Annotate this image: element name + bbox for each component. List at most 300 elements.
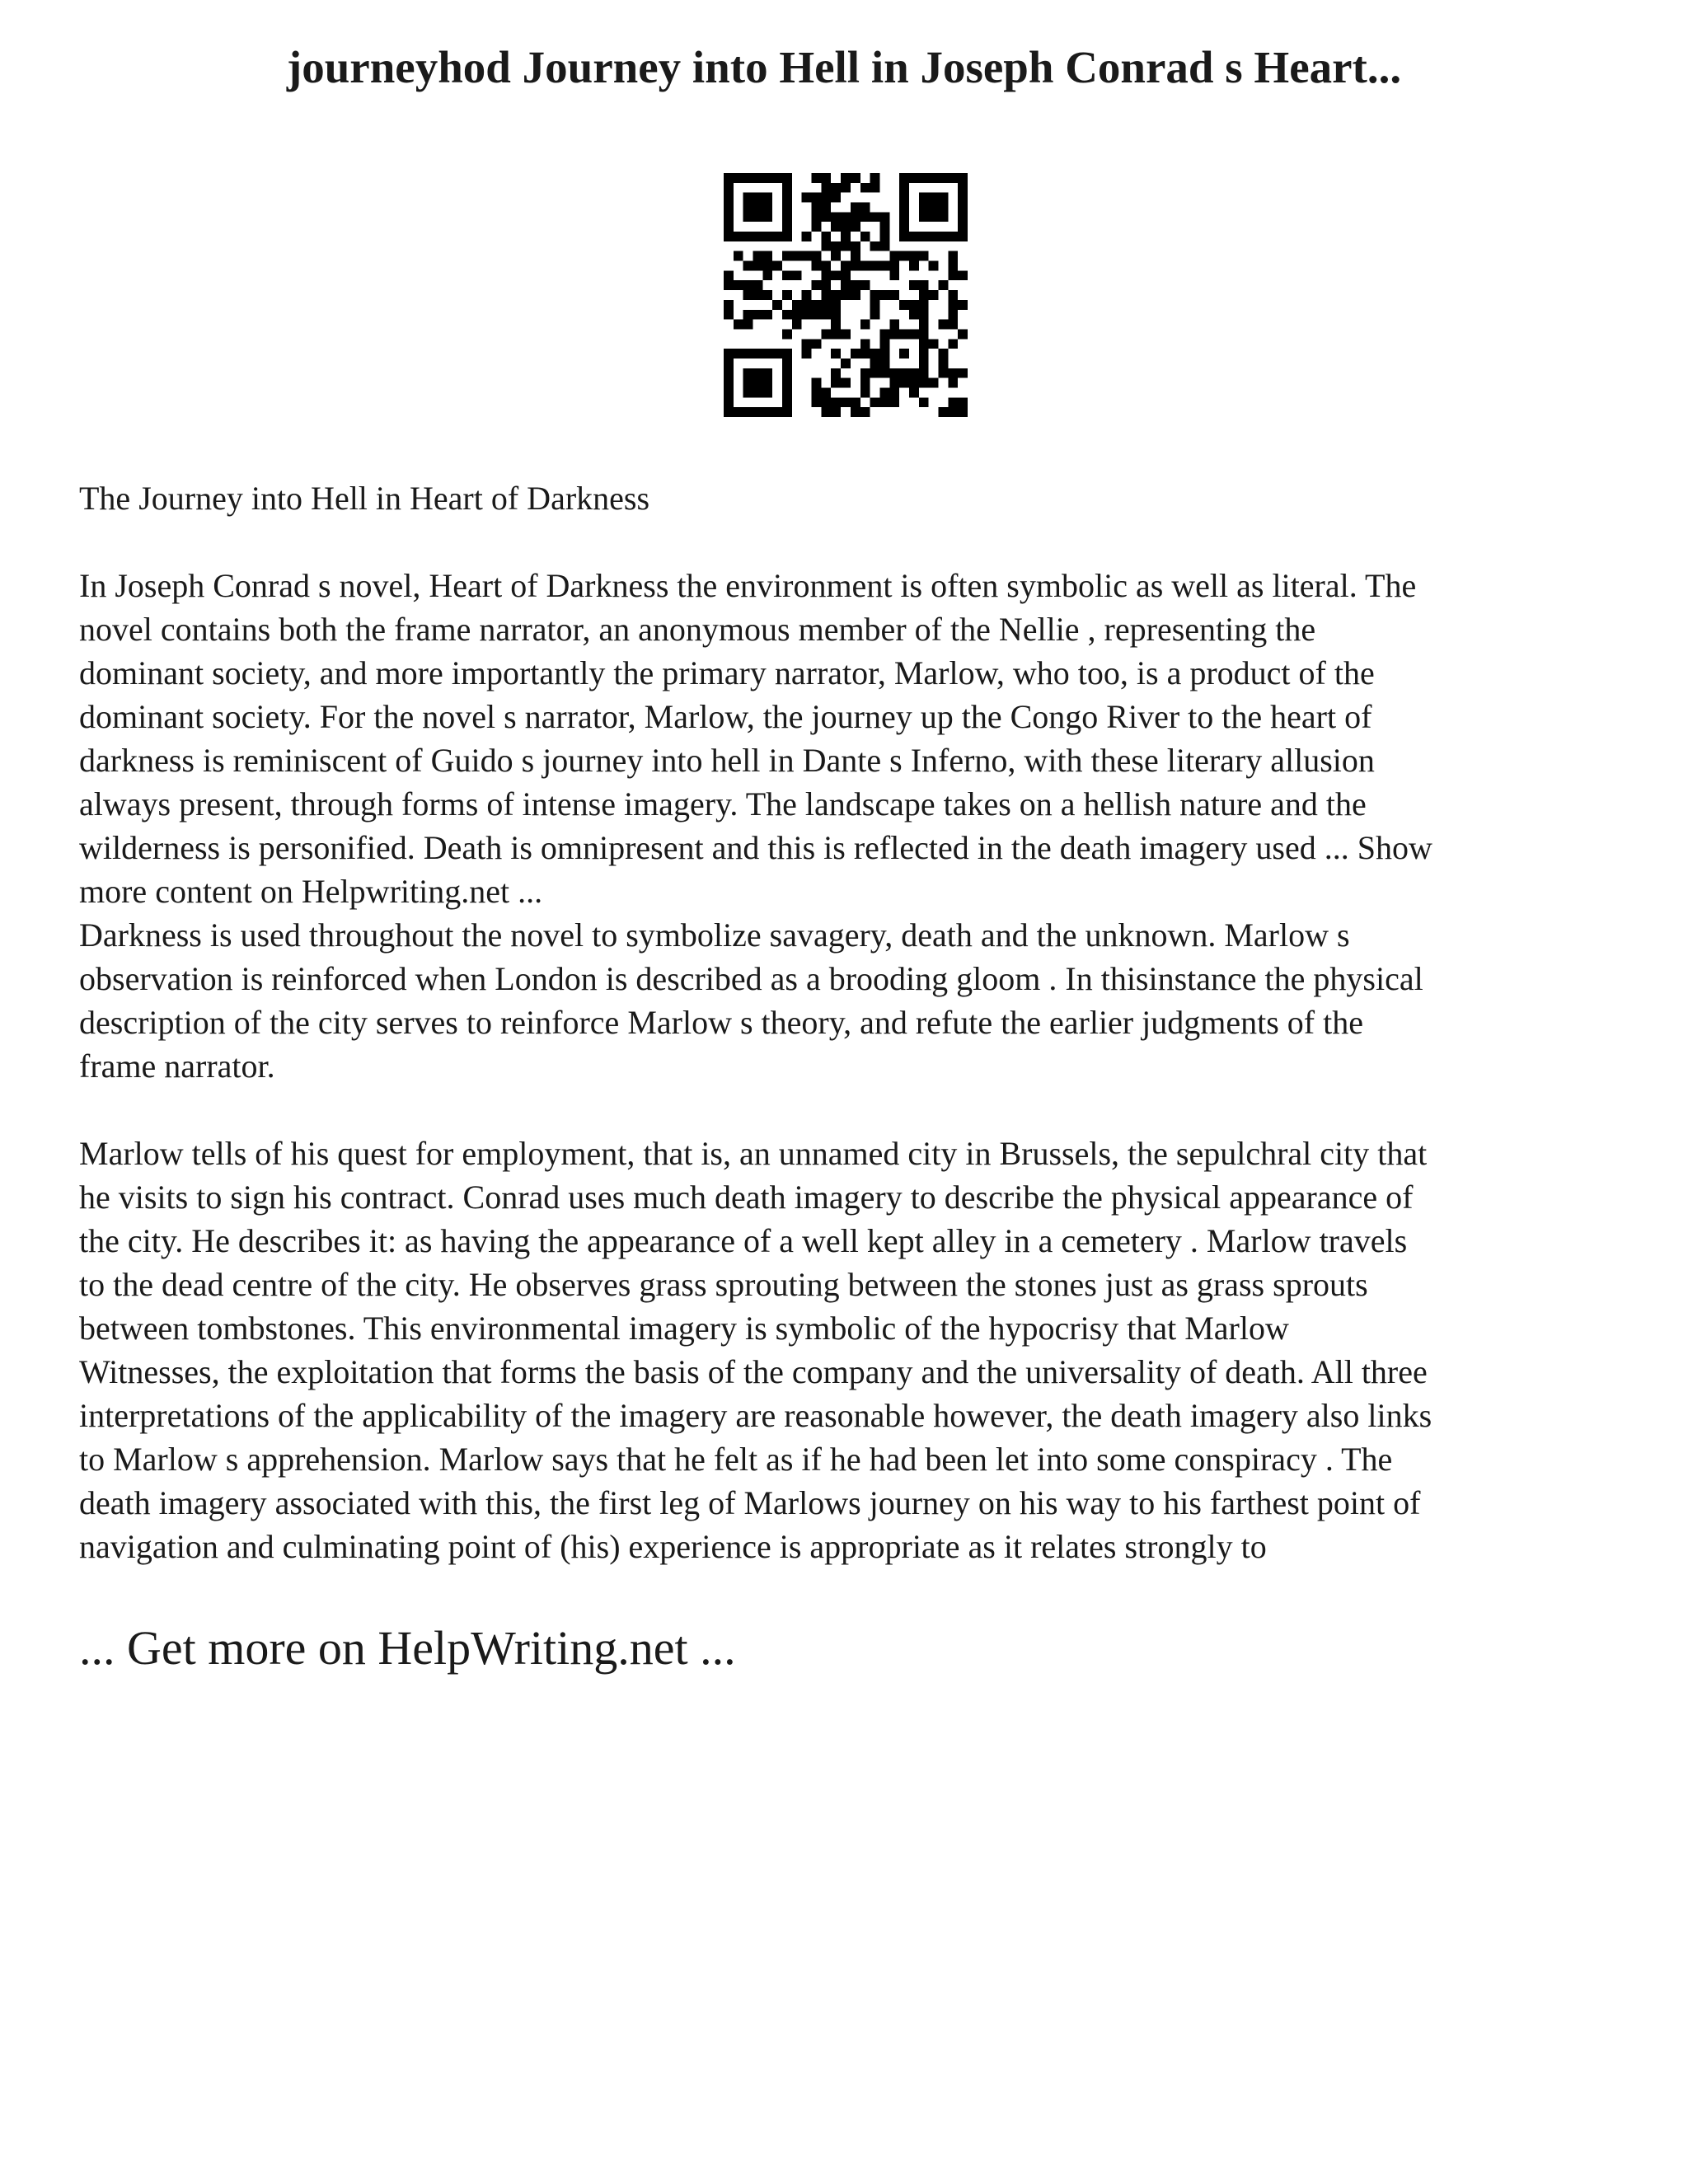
qr-module [724, 397, 734, 407]
qr-module [724, 193, 734, 203]
qr-module [841, 183, 851, 193]
qr-module [899, 300, 909, 310]
qr-module [782, 232, 792, 241]
qr-module [841, 270, 851, 280]
qr-module [812, 339, 822, 349]
qr-module [889, 290, 899, 300]
qr-module [919, 300, 929, 310]
qr-module [860, 407, 870, 417]
qr-module [919, 173, 929, 183]
qr-module [821, 407, 831, 417]
qr-module [802, 339, 812, 349]
qr-module [841, 359, 851, 368]
qr-module [899, 193, 909, 203]
qr-module [812, 387, 822, 397]
qr-module [821, 241, 831, 251]
qr-module [743, 261, 753, 271]
text-line: darkness is reminiscent of Guido s journey into hell in Dante s Inferno, with these literary allusion [79, 742, 1375, 779]
qr-module [919, 339, 929, 349]
qr-module [958, 212, 968, 222]
qr-module [851, 241, 860, 251]
qr-module [772, 232, 782, 241]
qr-module [762, 193, 772, 203]
qr-module [929, 193, 939, 203]
qr-module [870, 300, 880, 310]
qr-module [812, 261, 822, 271]
qr-module [860, 203, 870, 213]
qr-module [899, 378, 909, 388]
qr-module [909, 261, 919, 271]
qr-module [753, 349, 763, 359]
qr-module [821, 261, 831, 271]
qr-module [948, 232, 958, 241]
qr-module [879, 368, 889, 378]
qr-module [841, 280, 851, 290]
qr-module [899, 349, 909, 359]
qr-module [851, 280, 860, 290]
qr-module [899, 183, 909, 193]
qr-module [772, 261, 782, 271]
qr-module [743, 349, 753, 359]
qr-module [860, 212, 870, 222]
qr-module [899, 329, 909, 339]
qr-module [762, 251, 772, 261]
qr-module [919, 203, 929, 213]
document-body [79, 476, 1629, 1568]
qr-module [762, 232, 772, 241]
qr-module [762, 212, 772, 222]
qr-module [753, 251, 763, 261]
qr-module [851, 251, 860, 261]
qr-module [841, 173, 851, 183]
qr-module [743, 368, 753, 378]
qr-module [929, 378, 939, 388]
qr-module [909, 251, 919, 261]
qr-module [958, 232, 968, 241]
qr-module [958, 203, 968, 213]
qr-module [831, 378, 841, 388]
qr-module [851, 349, 860, 359]
qr-module [958, 407, 968, 417]
qr-module [812, 378, 822, 388]
qr-module [831, 183, 841, 193]
qr-module [753, 193, 763, 203]
qr-module [831, 300, 841, 310]
qr-module [899, 173, 909, 183]
qr-module [821, 183, 831, 193]
qr-module [919, 349, 929, 359]
qr-module [899, 251, 909, 261]
qr-module [724, 310, 734, 320]
qr-module [889, 397, 899, 407]
text-line: more content on Helpwriting.net ... [79, 873, 543, 910]
text-line: observation is reinforced when London is described as a brooding gloom . In thisinstance the physical [79, 960, 1423, 997]
qr-module [909, 387, 919, 397]
qr-module [860, 261, 870, 271]
qr-module [870, 261, 880, 271]
qr-module [879, 241, 889, 251]
qr-module [821, 173, 831, 183]
qr-module [743, 320, 753, 330]
text-line: wilderness is personified. Death is omnipresent and this is reflected in the death imagery used ... Show [79, 829, 1432, 866]
qr-module [782, 378, 792, 388]
qr-module [879, 387, 889, 397]
qr-module [879, 222, 889, 232]
qr-module [812, 193, 822, 203]
qr-module [889, 378, 899, 388]
qr-module [958, 173, 968, 183]
qr-module [802, 193, 812, 203]
paragraph-1 [79, 564, 1629, 913]
qr-module [841, 222, 851, 232]
qr-module [734, 251, 743, 261]
qr-module [812, 222, 822, 232]
qr-module [753, 290, 763, 300]
qr-module [724, 203, 734, 213]
text-line: Witnesses, the exploitation that forms the basis of the company and the universality of death. All three [79, 1353, 1428, 1390]
qr-module [802, 232, 812, 241]
qr-module [948, 339, 958, 349]
qr-module [948, 300, 958, 310]
qr-module [958, 193, 968, 203]
qr-module [860, 368, 870, 378]
qr-module [724, 387, 734, 397]
qr-module [743, 310, 753, 320]
qr-module [851, 261, 860, 271]
qr-module [870, 212, 880, 222]
qr-module [782, 212, 792, 222]
text-line: description of the city serves to reinforce Marlow s theory, and refute the earlier judgments of the [79, 1004, 1363, 1041]
qr-module [909, 232, 919, 241]
get-more-link[interactable]: ... Get more on HelpWriting.net ... [79, 1621, 736, 1675]
qr-module [919, 378, 929, 388]
qr-module [724, 183, 734, 193]
qr-module [851, 397, 860, 407]
qr-module [938, 349, 948, 359]
text-line: to Marlow s apprehension. Marlow says that he felt as if he had been let into some conspiracy . The [79, 1441, 1393, 1478]
text-line: frame narrator. [79, 1047, 275, 1085]
text-line: always present, through forms of intense imagery. The landscape takes on a hellish nature and the [79, 785, 1367, 823]
qr-module [821, 397, 831, 407]
qr-module [938, 359, 948, 368]
qr-module [948, 270, 958, 280]
qr-module [909, 280, 919, 290]
document-title: journeyhod Journey into Hell in Joseph Conrad s Heart... [286, 42, 1402, 92]
qr-module [870, 183, 880, 193]
qr-module [860, 280, 870, 290]
qr-module [831, 310, 841, 320]
qr-module [899, 203, 909, 213]
qr-module [899, 232, 909, 241]
qr-module [851, 212, 860, 222]
qr-module [724, 378, 734, 388]
qr-module [782, 387, 792, 397]
qr-module [879, 290, 889, 300]
qr-module [743, 203, 753, 213]
qr-module [948, 173, 958, 183]
qr-module [948, 310, 958, 320]
qr-module [948, 320, 958, 330]
qr-module [831, 349, 841, 359]
qr-module [734, 280, 743, 290]
qr-module [851, 173, 860, 183]
qr-module [889, 329, 899, 339]
qr-module [909, 310, 919, 320]
qr-module [753, 212, 763, 222]
qr-module [724, 280, 734, 290]
qr-module [919, 290, 929, 300]
qr-module [743, 407, 753, 417]
qr-module [879, 349, 889, 359]
qr-module [831, 222, 841, 232]
qr-module [831, 270, 841, 280]
qr-module [889, 270, 899, 280]
qr-module [909, 300, 919, 310]
qr-module [724, 232, 734, 241]
qr-module [782, 368, 792, 378]
qr-module [909, 378, 919, 388]
qr-module [841, 261, 851, 271]
text-line: Darkness is used throughout the novel to symbolize savagery, death and the unknown. Marlow s [79, 916, 1350, 954]
qr-module [762, 203, 772, 213]
qr-module [782, 270, 792, 280]
text-line: Marlow tells of his quest for employment, that is, an unnamed city in Brussels, the sepulchral city that [79, 1135, 1428, 1172]
qr-module [762, 173, 772, 183]
qr-module [938, 203, 948, 213]
qr-module [782, 251, 792, 261]
qr-module [919, 359, 929, 368]
qr-module [812, 212, 822, 222]
qr-module [821, 300, 831, 310]
qr-module [821, 310, 831, 320]
qr-module [772, 173, 782, 183]
paragraph-2 [79, 913, 1629, 1088]
qr-module [938, 407, 948, 417]
qr-module [899, 222, 909, 232]
qr-module [762, 270, 772, 280]
qr-module [782, 407, 792, 417]
qr-module [782, 173, 792, 183]
qr-module [889, 251, 899, 261]
qr-module [802, 310, 812, 320]
qr-module [831, 397, 841, 407]
qr-module [743, 378, 753, 388]
qr-module [821, 270, 831, 280]
qr-module [831, 241, 841, 251]
qr-module [958, 270, 968, 280]
qr-module [958, 368, 968, 378]
qr-module [831, 368, 841, 378]
qr-module [734, 407, 743, 417]
qr-module [782, 183, 792, 193]
qr-module [919, 193, 929, 203]
qr-module [792, 270, 802, 280]
qr-module [831, 212, 841, 222]
qr-module [870, 397, 880, 407]
qr-module [889, 261, 899, 271]
qr-module [879, 359, 889, 368]
qr-module [919, 310, 929, 320]
qr-module [870, 290, 880, 300]
qr-module [724, 173, 734, 183]
qr-module [958, 222, 968, 232]
qr-module [919, 251, 929, 261]
qr-module [802, 290, 812, 300]
qr-module [958, 397, 968, 407]
qr-module [782, 349, 792, 359]
qr-module [753, 387, 763, 397]
text-line: dominant society. For the novel s narrator, Marlow, the journey up the Congo River to the heart of [79, 698, 1372, 735]
qr-module [870, 173, 880, 183]
qr-module [821, 212, 831, 222]
qr-module [782, 359, 792, 368]
qr-module [919, 368, 929, 378]
qr-module [958, 183, 968, 193]
qr-module [948, 290, 958, 300]
qr-module [821, 232, 831, 241]
text-line: between tombstones. This environmental imagery is symbolic of the hypocrisy that Marlow [79, 1310, 1289, 1347]
qr-module [812, 280, 822, 290]
qr-module [724, 270, 734, 280]
qr-module [938, 368, 948, 378]
qr-module [812, 203, 822, 213]
qr-module [792, 251, 802, 261]
qr-module [851, 222, 860, 232]
qr-module [958, 329, 968, 339]
qr-module [802, 300, 812, 310]
qr-module [841, 397, 851, 407]
qr-module [734, 320, 743, 330]
qr-module [802, 251, 812, 261]
qr-module [831, 329, 841, 339]
qr-module [841, 329, 851, 339]
qr-module [753, 378, 763, 388]
qr-module [841, 232, 851, 241]
text-line: interpretations of the applicability of the imagery are reasonable however, the death imagery also links [79, 1397, 1432, 1434]
qr-module [919, 320, 929, 330]
qr-module [938, 193, 948, 203]
qr-module [821, 280, 831, 290]
qr-module [929, 232, 939, 241]
qr-module [782, 329, 792, 339]
document-subtitle: The Journey into Hell in Heart of Darkness [79, 480, 650, 517]
qr-module [938, 232, 948, 241]
qr-module [919, 397, 929, 407]
qr-module [909, 173, 919, 183]
text-line: In Joseph Conrad s novel, Heart of Darkness the environment is often symbolic as well as literal. The [79, 567, 1417, 604]
qr-module [772, 407, 782, 417]
qr-module [938, 173, 948, 183]
qr-module [762, 349, 772, 359]
qr-module [831, 290, 841, 300]
qr-module [860, 183, 870, 193]
qr-module [812, 310, 822, 320]
qr-module [841, 290, 851, 300]
qr-module [899, 212, 909, 222]
text-line: he visits to sign his contract. Conrad uses much death imagery to describe the physical appearance of [79, 1179, 1414, 1216]
qr-module [919, 212, 929, 222]
qr-module [753, 232, 763, 241]
qr-module [879, 329, 889, 339]
qr-module [938, 280, 948, 290]
qr-module [762, 387, 772, 397]
qr-module [851, 407, 860, 417]
qr-module [929, 290, 939, 300]
qr-module [860, 349, 870, 359]
text-line: novel contains both the frame narrator, an anonymous member of the Nellie , representing the [79, 611, 1316, 648]
qr-module [734, 349, 743, 359]
paragraph-3 [79, 1132, 1629, 1568]
qr-module [929, 339, 939, 349]
qr-code-icon [724, 173, 968, 417]
qr-module [879, 339, 889, 349]
qr-module [899, 368, 909, 378]
qr-module [792, 320, 802, 330]
qr-module [821, 193, 831, 203]
qr-module [724, 222, 734, 232]
qr-module [812, 173, 822, 183]
qr-module [812, 251, 822, 261]
qr-module [743, 232, 753, 241]
qr-module [929, 261, 939, 271]
qr-module [879, 261, 889, 271]
qr-module [782, 203, 792, 213]
qr-module [870, 359, 880, 368]
qr-module [948, 368, 958, 378]
qr-module [753, 407, 763, 417]
qr-module [831, 320, 841, 330]
qr-module [724, 349, 734, 359]
qr-module [782, 222, 792, 232]
qr-module [743, 387, 753, 397]
qr-module [860, 339, 870, 349]
qr-module [743, 173, 753, 183]
qr-module [724, 368, 734, 378]
qr-module [821, 290, 831, 300]
qr-module [743, 290, 753, 300]
qr-module [870, 368, 880, 378]
text-line: death imagery associated with this, the first leg of Marlows journey on his way to his farthest point of [79, 1484, 1421, 1521]
text-line: to the dead centre of the city. He observes grass sprouting between the stones just as grass sprouts [79, 1266, 1368, 1303]
qr-module [919, 329, 929, 339]
qr-module [762, 261, 772, 271]
qr-module [724, 212, 734, 222]
qr-module [753, 261, 763, 271]
qr-module [841, 241, 851, 251]
qr-module [812, 300, 822, 310]
qr-module [812, 397, 822, 407]
qr-module [948, 261, 958, 271]
qr-module [831, 407, 841, 417]
qr-module [753, 310, 763, 320]
qr-module [772, 300, 782, 310]
qr-module [929, 203, 939, 213]
qr-module [782, 193, 792, 203]
qr-module [929, 173, 939, 183]
qr-module [841, 212, 851, 222]
text-line: navigation and culminating point of (his) experience is appropriate as it relates strongly to [79, 1528, 1267, 1565]
qr-module [831, 251, 841, 261]
qr-module [772, 349, 782, 359]
qr-module [841, 378, 851, 388]
qr-module [753, 280, 763, 290]
qr-module [948, 251, 958, 261]
qr-module [889, 368, 899, 378]
qr-module [762, 310, 772, 320]
qr-module [879, 232, 889, 241]
qr-module [929, 212, 939, 222]
qr-module [724, 359, 734, 368]
